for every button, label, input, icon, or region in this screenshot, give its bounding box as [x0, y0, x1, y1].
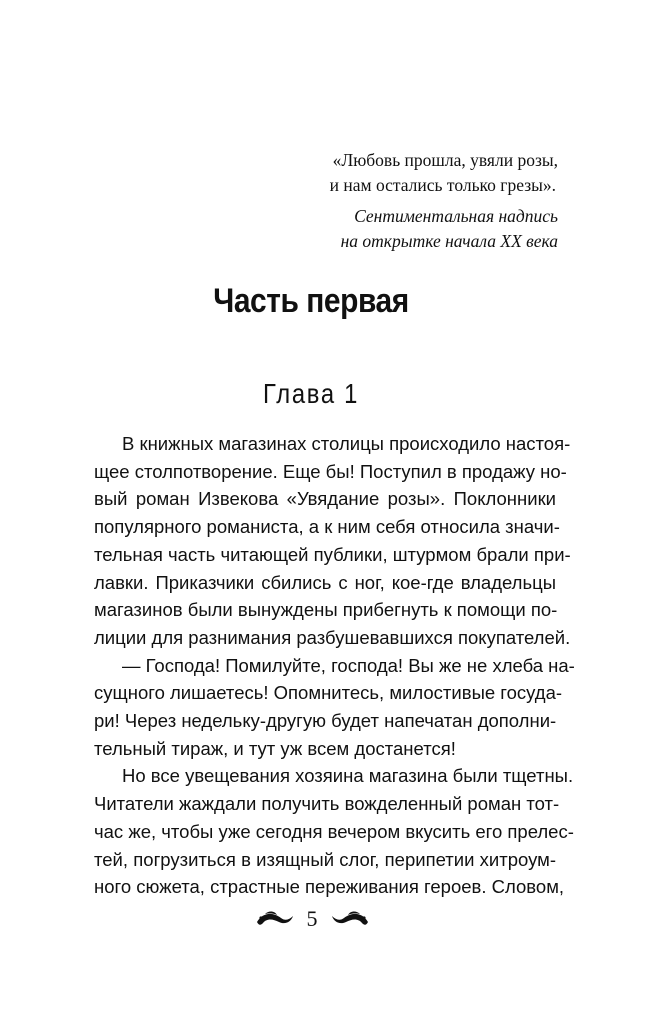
epigraph-attribution-line: Сентиментальная надпись	[354, 206, 558, 226]
page-footer	[250, 904, 374, 934]
page-number: 5	[306, 906, 318, 931]
text-line: — Господа! Помилуйте, господа! Вы же не хлеба на-	[122, 654, 575, 676]
epigraph-quote-line: «Любовь прошла, увяли розы,	[332, 150, 558, 170]
chapter-title: Глава 1	[262, 378, 360, 409]
epigraph-attribution-line: на открытке начала XX века	[340, 231, 558, 251]
text-line: магазинов были вынуждены прибегнуть к помощи по-	[94, 599, 558, 621]
text-line: В книжных магазинах столицы происходило настоя-	[122, 433, 571, 454]
text-line: тельная часть читающей публики, штурмом брали при-	[94, 543, 571, 565]
text-line: ного сюжета, страстные переживания героев. Словом,	[94, 876, 565, 898]
text-line: Читатели жаждали получить вожделенный роман тот-	[94, 793, 560, 815]
chapter-body	[94, 430, 575, 901]
text-line: Но все увещевания хозяина магазина были тщетны.	[122, 765, 574, 787]
text-line: лавки. Приказчики сбились с ног, кое-где владельцы	[94, 571, 556, 593]
leaf-ornament-icon	[255, 908, 295, 930]
text-line: лиции для разнимания разбушевавшихся покупателей.	[94, 626, 571, 648]
text-line: час же, чтобы уже сегодня вечером вкусить его прелес-	[94, 820, 574, 842]
text-line: сущного лишаетесь! Опомнитесь, милостивые госуда-	[94, 682, 563, 704]
part-title: Часть первая	[213, 282, 409, 320]
text-line: популярного романиста, а к ним себя относила значи-	[94, 516, 560, 538]
text-line: ри! Через недельку-другую будет напечатан дополни-	[94, 710, 557, 732]
leaf-ornament-icon	[330, 908, 370, 930]
text-line: щее столпотворение. Еще бы! Поступил в продажу но-	[94, 460, 567, 482]
text-line: тельный тираж, и тут уж всем достанется!	[94, 737, 456, 759]
epigraph	[330, 148, 558, 254]
epigraph-quote-line: и нам остались только грезы».	[329, 175, 556, 195]
text-line: тей, погрузиться в изящный слог, перипетии хитроум-	[94, 848, 556, 870]
text-line: вый роман Извекова «Увядание розы». Поклонники	[94, 488, 556, 510]
